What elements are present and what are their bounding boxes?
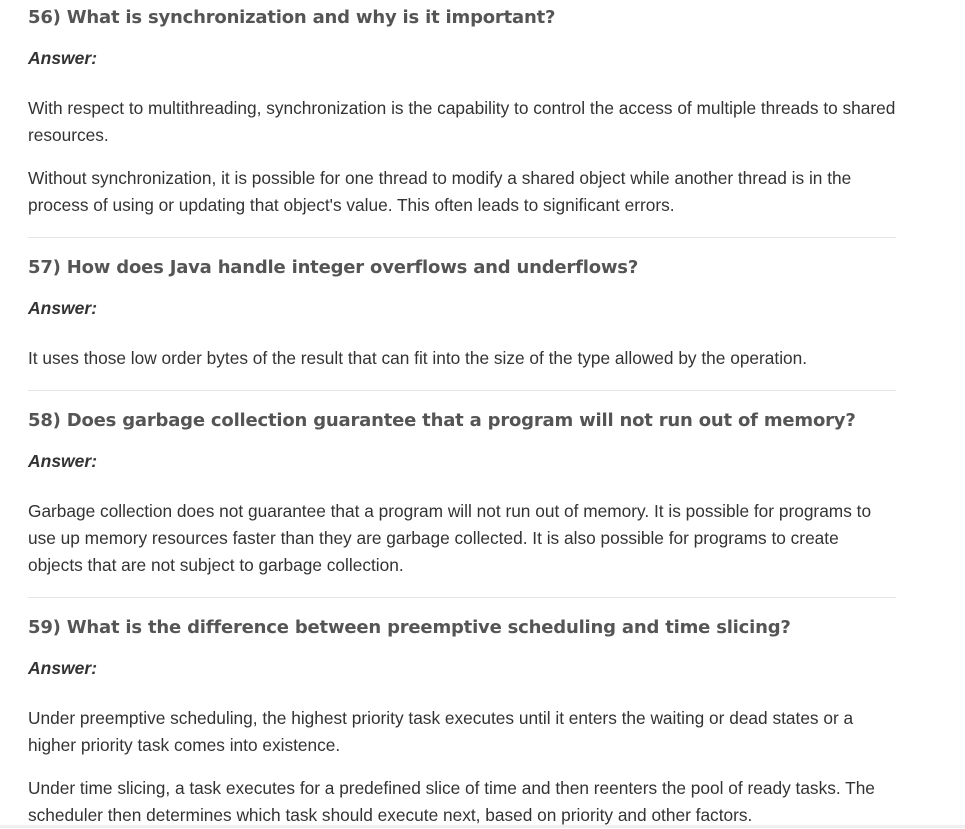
question-title: 56) What is synchronization and why is it important? — [28, 7, 556, 28]
answer-label: Answer: — [28, 451, 98, 471]
answer-paragraph: Under time slicing, a task executes for a predefined slice of time and then reenters the pool of ready tasks. The scheduler then determines which task should execute next, based on priority and other factors. — [28, 778, 875, 825]
qa-item-58 — [28, 409, 896, 598]
qa-article — [28, 0, 896, 829]
question-title: 57) How does Java handle integer overflows and underflows? — [28, 257, 639, 278]
answer-paragraph: Garbage collection does not guarantee that a program will not run out of memory. It is possible for programs to use up memory resources faster than they are garbage collected. It is also possible for programs to create objects that are not subject to garbage collection. — [28, 501, 872, 575]
qa-item-57 — [28, 256, 896, 391]
answer-paragraph: Without synchronization, it is possible for one thread to modify a shared object while another thread is in the process of using or updating that object's value. This often leads to significant errors. — [28, 168, 852, 215]
qa-item-59 — [28, 616, 896, 829]
answer-label: Answer: — [28, 298, 98, 318]
question-title: 59) What is the difference between preemptive scheduling and time slicing? — [28, 617, 791, 638]
answer-paragraph: With respect to multithreading, synchronization is the capability to control the access of multiple threads to shared resources. — [28, 98, 896, 145]
answer-label: Answer: — [28, 658, 98, 678]
question-title: 58) Does garbage collection guarantee that a program will not run out of memory? — [28, 410, 856, 431]
answer-paragraph: Under preemptive scheduling, the highest priority task executes until it enters the waiting or dead states or a higher priority task comes into existence. — [28, 708, 854, 755]
answer-label: Answer: — [28, 48, 98, 68]
qa-item-56 — [28, 0, 896, 238]
answer-paragraph: It uses those low order bytes of the result that can fit into the size of the type allowed by the operation. — [28, 348, 808, 368]
